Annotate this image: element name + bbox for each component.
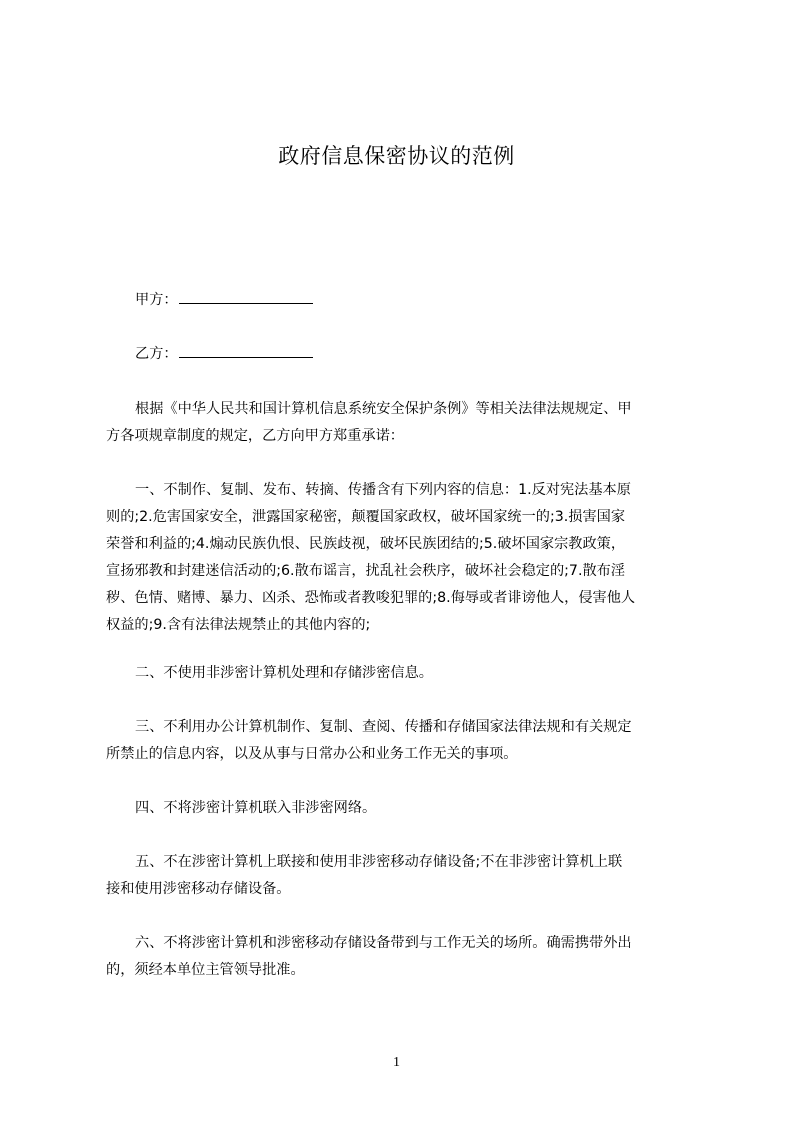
paragraph-line: 所禁止的信息内容，以及从事与日常办公和业务工作无关的事项。 <box>106 746 518 762</box>
paragraph-line: 方各项规章制度的规定，乙方向甲方郑重承诺： <box>106 428 404 444</box>
party-a-blank[interactable] <box>179 289 313 304</box>
paragraph-line: 六、不将涉密计算机和涉密移动存储设备带到与工作无关的场所。确需携带外出 <box>135 935 632 951</box>
clause-1-paragraph <box>106 477 700 639</box>
party-b-label: 乙方： <box>135 346 178 362</box>
paragraph-line: 则的;2.危害国家安全，泄露国家秘密，颠覆国家政权，破坏国家统一的;3.损害国家 <box>106 509 626 525</box>
party-a-line <box>135 287 313 314</box>
paragraph-line: 一、不制作、复制、发布、转摘、传播含有下列内容的信息：1.反对宪法基本原 <box>135 482 631 498</box>
clause-6-paragraph <box>106 930 700 984</box>
clause-4-paragraph <box>106 795 700 822</box>
paragraph-line: 宣扬邪教和封建迷信活动的;6.散布谣言，扰乱社会秩序，破坏社会稳定的;7.散布淫 <box>106 563 626 579</box>
party-a-label: 甲方： <box>135 292 178 308</box>
party-b-blank[interactable] <box>179 343 313 358</box>
page-number: 1 <box>393 1055 400 1070</box>
document-title: 政府信息保密协议的范例 <box>278 144 515 168</box>
paragraph-line: 四、不将涉密计算机联入非涉密网络。 <box>135 800 377 816</box>
clause-3-paragraph <box>106 714 700 768</box>
paragraph-line: 三、不利用办公计算机制作、复制、查阅、传播和存储国家法律法规和有关规定 <box>135 719 632 735</box>
party-b-line <box>135 341 313 368</box>
paragraph-line: 荣誉和利益的;4.煽动民族仇恨、民族歧视，破坏民族团结的;5.破坏国家宗教政策， <box>106 536 626 552</box>
paragraph-line: 五、不在涉密计算机上联接和使用非涉密移动存储设备;不在非涉密计算机上联 <box>135 854 623 870</box>
paragraph-line: 的，须经本单位主管领导批准。 <box>106 962 305 978</box>
paragraph-line: 秽、色情、赌博、暴力、凶杀、恐怖或者教唆犯罪的;8.侮辱或者诽谤他人，侵害他人 <box>106 590 636 606</box>
clause-5-paragraph <box>106 849 700 903</box>
paragraph-line: 二、不使用非涉密计算机处理和存储涉密信息。 <box>135 665 433 681</box>
clause-2-paragraph <box>106 660 700 687</box>
paragraph-line: 权益的;9.含有法律法规禁止的其他内容的; <box>106 617 371 633</box>
preamble-paragraph <box>106 396 700 450</box>
paragraph-line: 接和使用涉密移动存储设备。 <box>106 881 291 897</box>
paragraph-line: 根据《中华人民共和国计算机信息系统安全保护条例》等相关法律法规规定、甲 <box>135 401 632 417</box>
